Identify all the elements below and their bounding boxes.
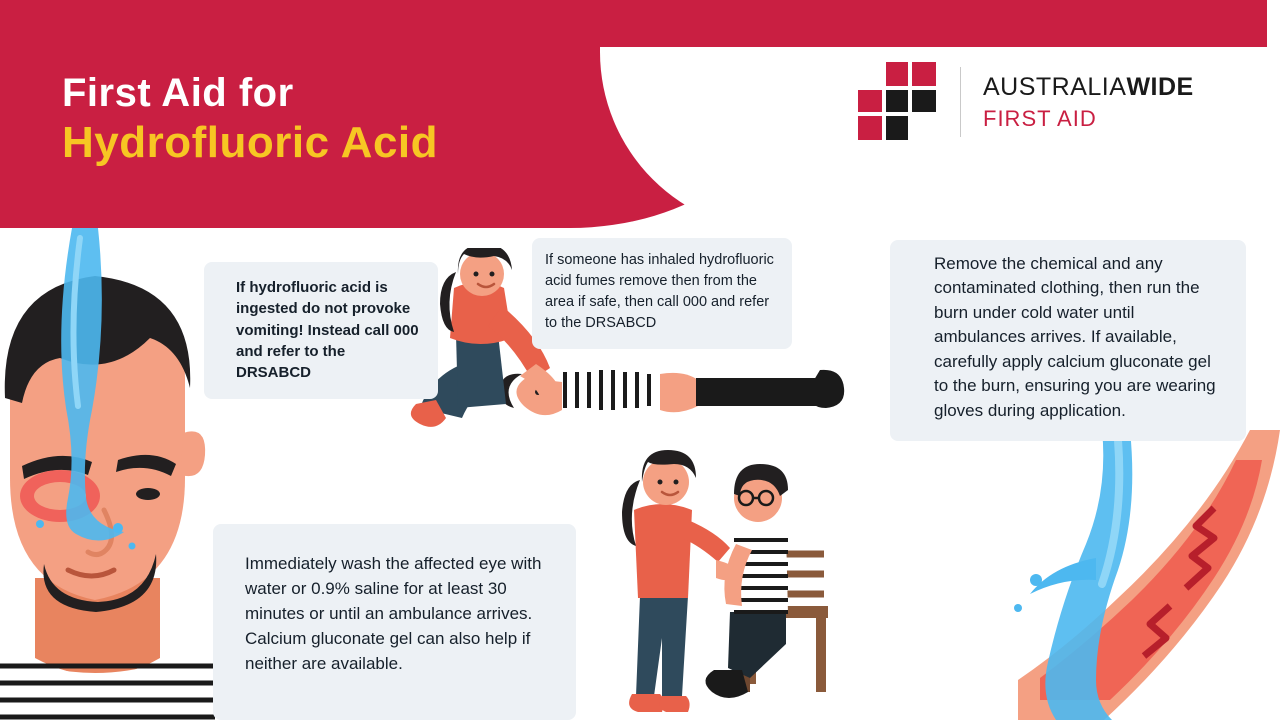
title-line-secondary: Hydrofluoric Acid — [62, 118, 439, 167]
callout-remove-chemical: Remove the chemical and any contaminated clothing, then run the burn under cold water until ambulances arrives. If available, carefully apply calcium gluconate gel to the burn, ensuring you are wearing gloves during application. — [890, 240, 1246, 441]
title-line-primary: First Aid for — [62, 71, 294, 115]
woman-assisting-seated-man-illustration — [610, 448, 850, 720]
callout-ingested: If hydrofluoric acid is ingested do not provoke vomiting! Instead call 000 and refer to the DRSABCD — [204, 262, 438, 399]
burned-arm-under-water-illustration — [1000, 430, 1280, 720]
callout-wash-eye: Immediately wash the affected eye with water or 0.9% saline for at least 30 minutes or until an ambulance arrives. Calcium gluconate gel can also help if neither are available. — [213, 524, 576, 720]
cross-logo-icon — [858, 62, 940, 142]
header-top-bar — [0, 0, 1267, 47]
logo-name-bottom: FIRST AID — [983, 105, 1097, 131]
page-title — [62, 70, 682, 169]
callout-inhaled: If someone has inhaled hydrofluoric acid fumes remove then from the area if safe, then call 000 and refer to the DRSABCD — [532, 238, 792, 349]
logo-name-wide: WIDE — [1126, 72, 1194, 101]
logo-wordmark — [983, 73, 1194, 132]
logo-name-top — [983, 73, 1194, 102]
logo-divider — [960, 67, 961, 137]
brand-logo — [858, 62, 1194, 142]
logo-name-australia: AUSTRALIA — [983, 72, 1127, 101]
man-washing-eye-illustration — [0, 228, 230, 720]
